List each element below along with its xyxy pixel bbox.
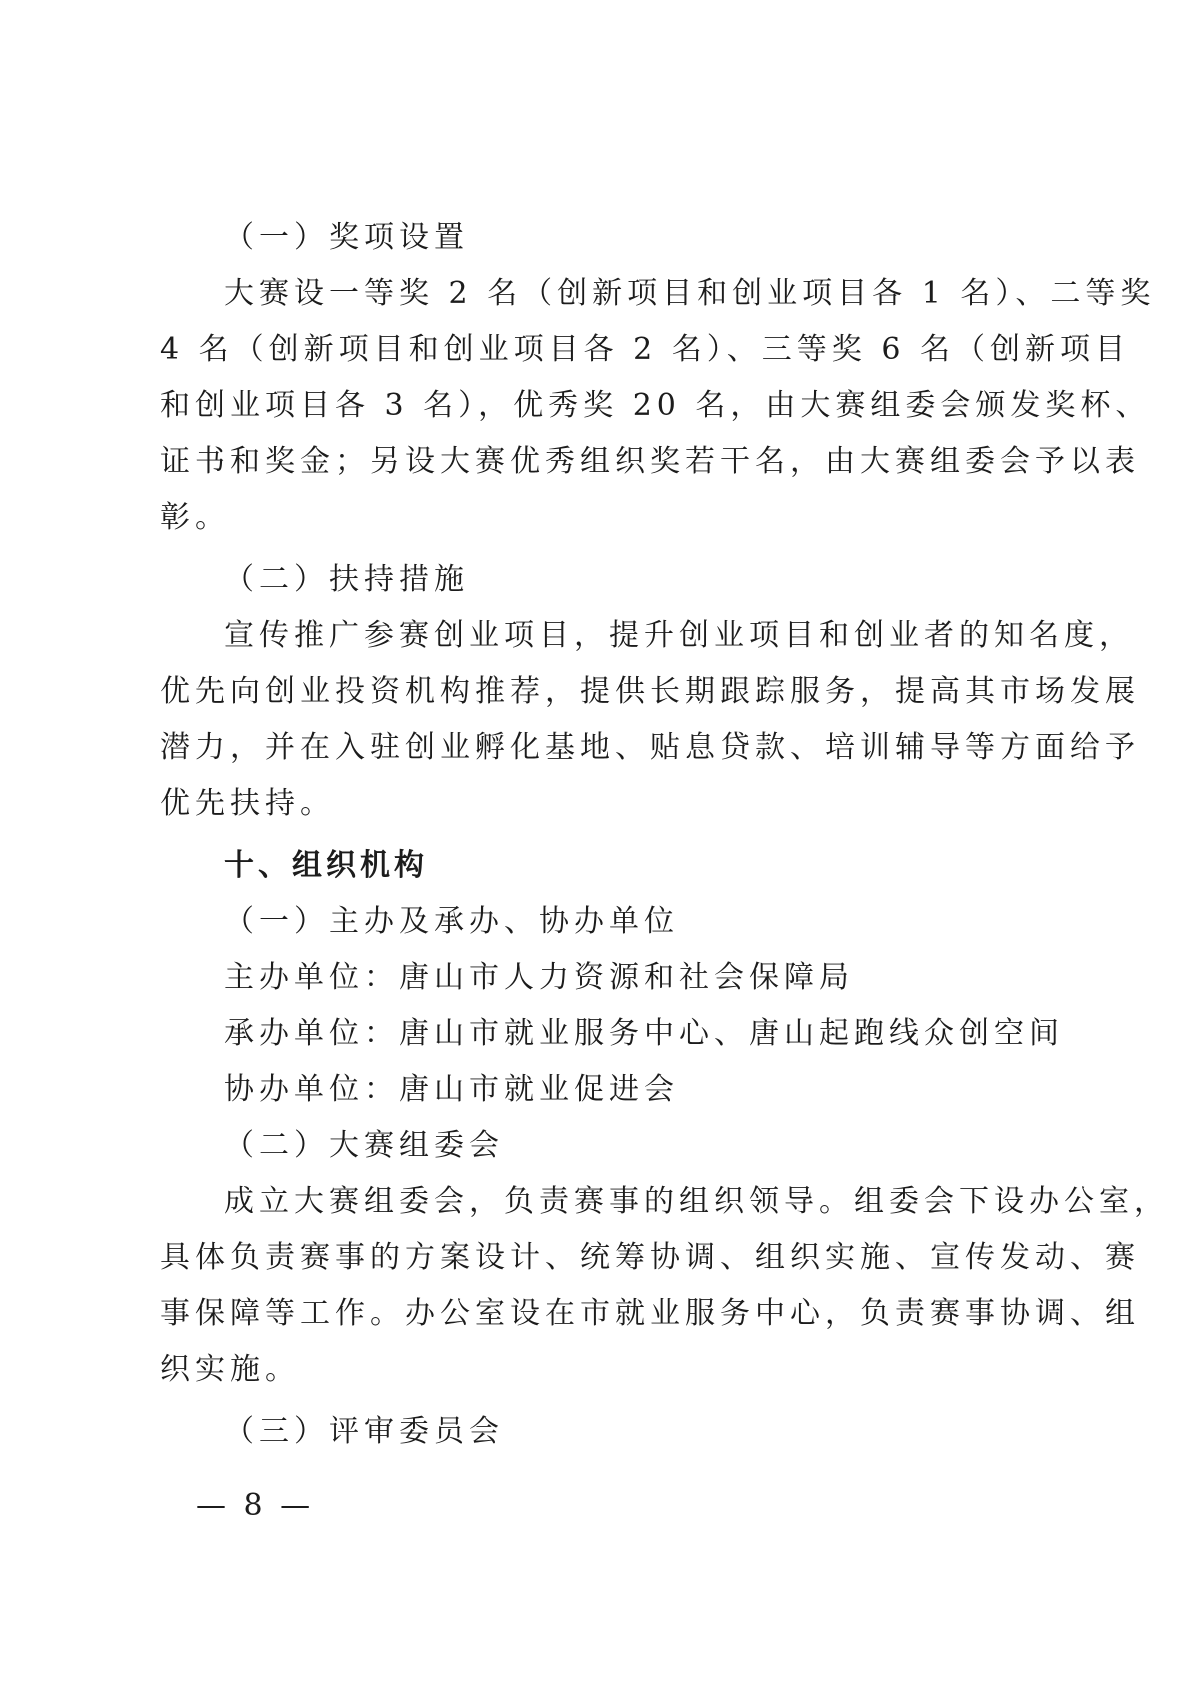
support-paragraph-line-2: 优先向创业投资机构推荐，提供长期跟踪服务，提高其市场发展 [160, 674, 1140, 709]
page-number: — 8 — [196, 1488, 315, 1523]
support-paragraph-line-1: 宣传推广参赛创业项目，提升创业项目和创业者的知名度， [224, 618, 1134, 653]
award-heading: （一）奖项设置 [224, 220, 469, 255]
org-subheading-units: （一）主办及承办、协办单位 [224, 904, 679, 939]
committee-paragraph-line-2: 具体负责赛事的方案设计、统筹协调、组织实施、宣传发动、赛 [160, 1240, 1140, 1275]
committee-paragraph-line-1: 成立大赛组委会，负责赛事的组织领导。组委会下设办公室， [224, 1184, 1169, 1219]
host-unit: 主办单位：唐山市人力资源和社会保障局 [224, 960, 854, 995]
award-paragraph-line-4: 证书和奖金；另设大赛优秀组织奖若干名，由大赛组委会予以表 [160, 444, 1140, 479]
org-subheading-review: （三）评审委员会 [224, 1414, 504, 1449]
award-paragraph-line-3: 和创业项目各 3 名），优秀奖 20 名，由大赛组委会颁发奖杯、 [160, 388, 1151, 423]
organizer-unit: 承办单位：唐山市就业服务中心、唐山起跑线众创空间 [224, 1016, 1064, 1051]
document-body [160, 210, 1169, 1460]
award-paragraph-line-2: 4 名（创新项目和创业项目各 2 名）、三等奖 6 名（创新项目 [160, 332, 1130, 367]
award-paragraph-line-1: 大赛设一等奖 2 名（创新项目和创业项目各 1 名）、二等奖 [224, 276, 1156, 311]
committee-paragraph-line-4: 织实施。 [160, 1352, 300, 1387]
support-paragraph-line-3: 潜力，并在入驻创业孵化基地、贴息贷款、培训辅导等方面给予 [160, 730, 1140, 765]
co-organizer-unit: 协办单位：唐山市就业促进会 [224, 1072, 679, 1107]
support-heading: （二）扶持措施 [224, 562, 469, 597]
section-heading-organization: 十、组织机构 [224, 848, 428, 883]
committee-paragraph-line-3: 事保障等工作。办公室设在市就业服务中心，负责赛事协调、组 [160, 1296, 1140, 1331]
award-paragraph-line-5: 彰。 [160, 500, 230, 535]
support-paragraph-line-4: 优先扶持。 [160, 786, 335, 821]
org-subheading-committee: （二）大赛组委会 [224, 1128, 504, 1163]
